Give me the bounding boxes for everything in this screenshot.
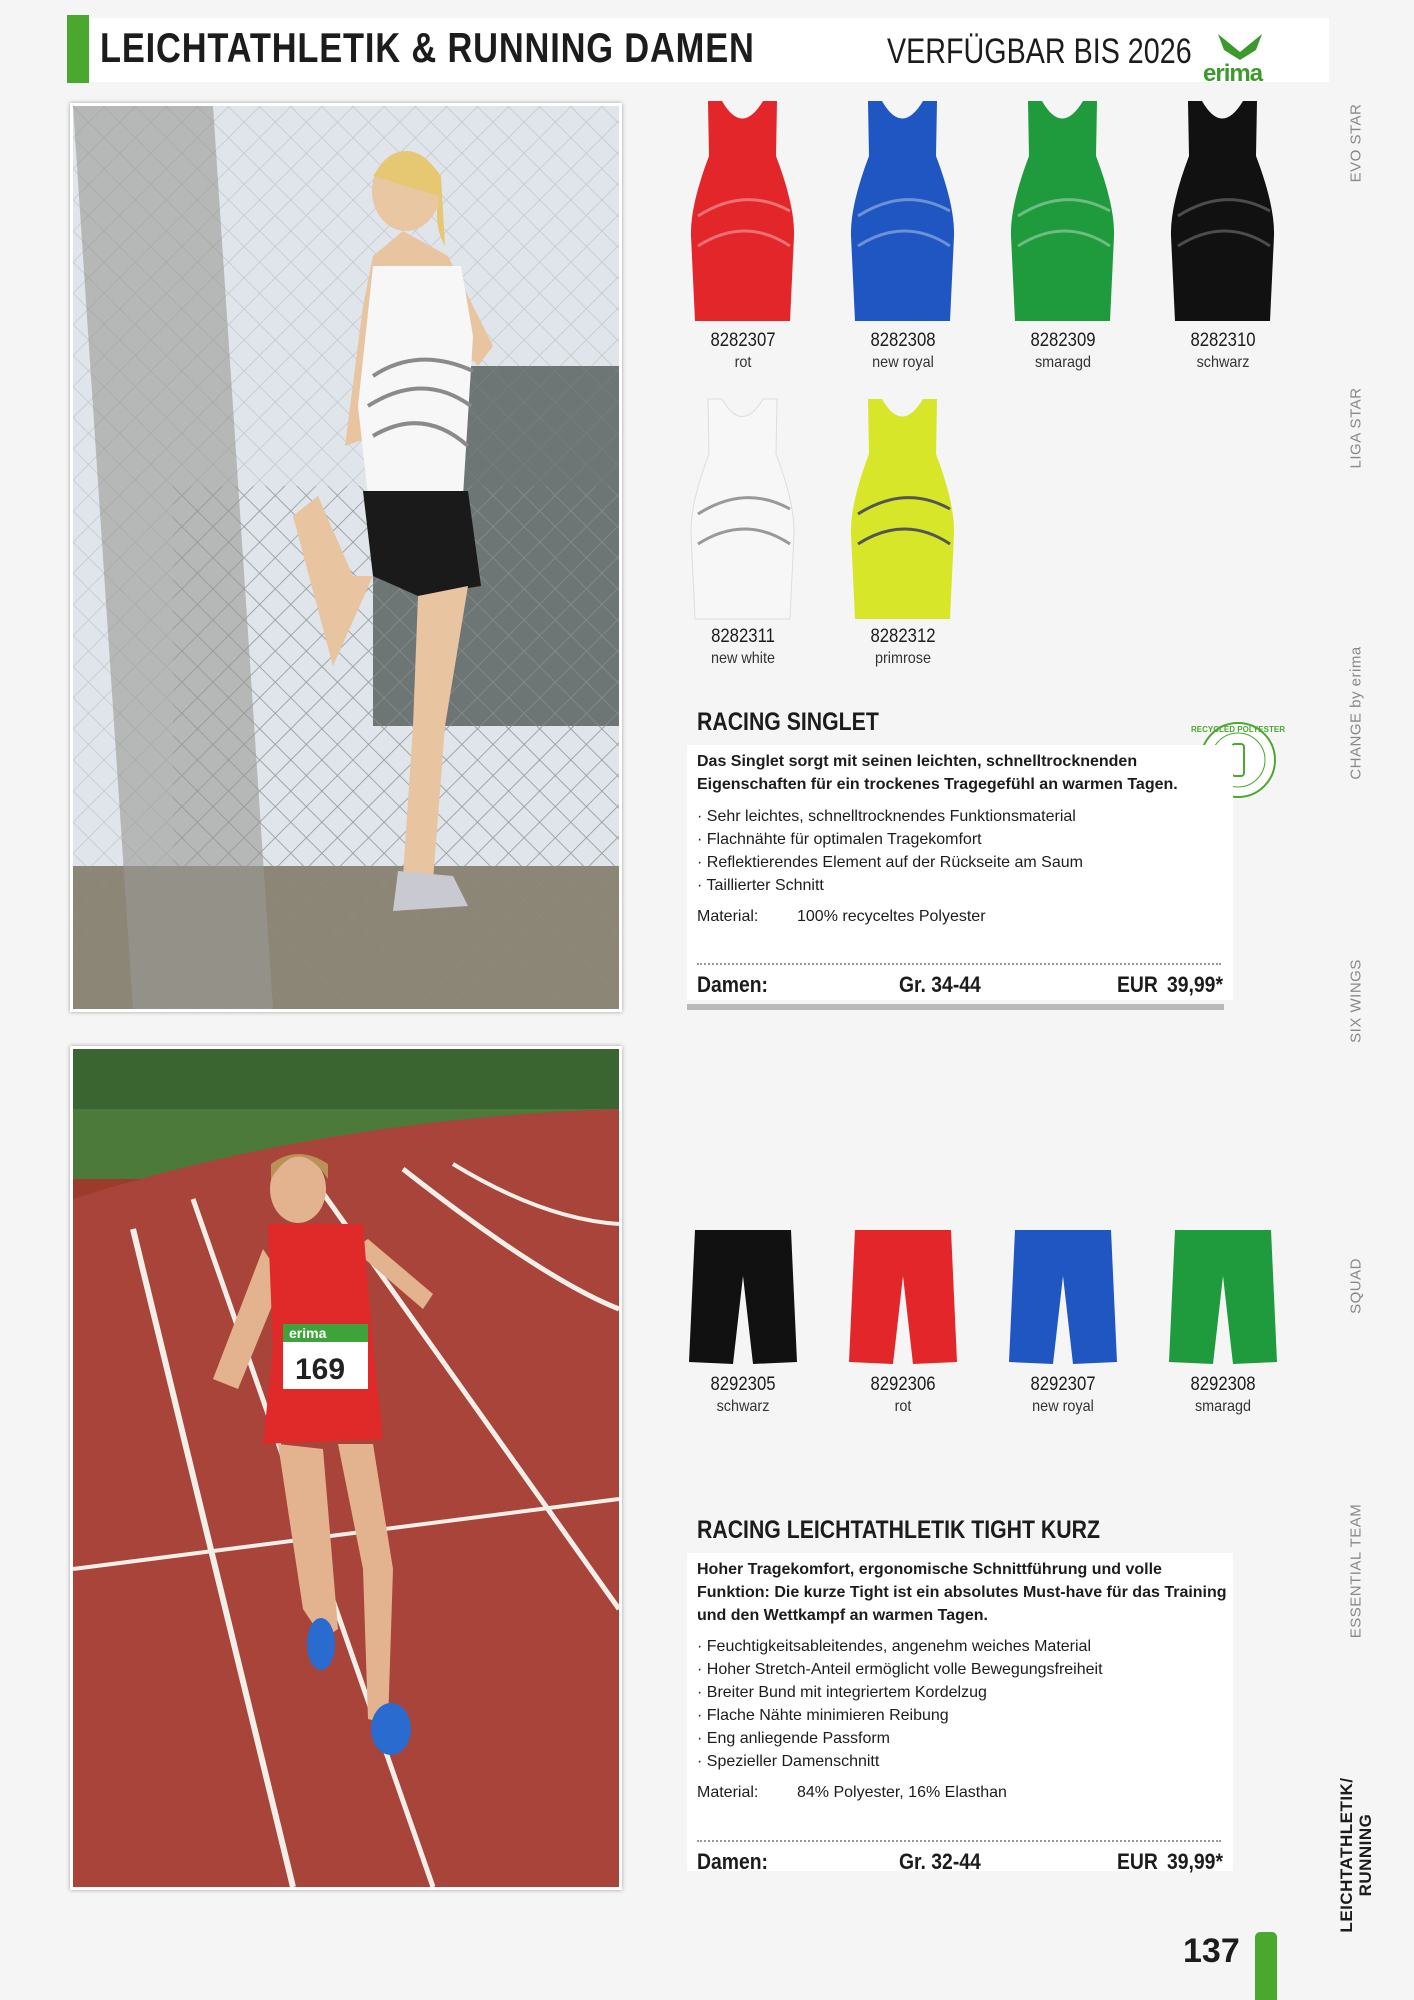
material-value: 100% recyceltes Polyester xyxy=(797,908,986,925)
feature-item: · Eng anliegende Passform xyxy=(697,1727,1103,1750)
product-title: RACING SINGLET xyxy=(697,708,879,736)
article-number: 8292305 xyxy=(710,1374,776,1395)
article-number: 8282311 xyxy=(711,626,775,647)
feature-item: · Flache Nähte minimieren Reibung xyxy=(697,1704,1103,1727)
side-nav-label-line2: RUNNING xyxy=(1356,1813,1375,1897)
singlet-product-image xyxy=(690,96,795,326)
article-number: 8282307 xyxy=(710,330,776,351)
color-name: schwarz xyxy=(1196,354,1250,371)
material-label: Material: xyxy=(697,1784,759,1801)
side-nav-squad[interactable]: SQUAD xyxy=(1347,1258,1365,1314)
brand-logo-text: erima xyxy=(1203,60,1263,87)
tight-product-image xyxy=(687,1226,799,1368)
color-name: smaragd xyxy=(1034,354,1092,371)
singlet-product-image xyxy=(690,394,795,624)
article-number: 8292306 xyxy=(870,1374,936,1395)
feature-item: · Taillierter Schnitt xyxy=(697,874,1083,897)
singlet-product-image xyxy=(850,96,955,326)
price-row xyxy=(697,972,1223,1004)
side-nav-six-wings[interactable]: SIX WINGS xyxy=(1347,959,1365,1043)
color-name: new royal xyxy=(1032,1398,1094,1415)
feature-item: · Reflektierendes Element auf der Rückseite am Saum xyxy=(697,851,1083,874)
price: 39,99* xyxy=(1167,1849,1223,1874)
page-number: 137 xyxy=(1183,1932,1240,1970)
photo-singlet-athlete xyxy=(70,103,622,1012)
color-name: schwarz xyxy=(716,1398,770,1415)
material-value: 84% Polyester, 16% Elasthan xyxy=(797,1784,1007,1801)
bib-brand: erima xyxy=(289,1325,327,1341)
page-number-accent xyxy=(1255,1932,1277,2000)
product-title: RACING LEICHTATHLETIK TIGHT KURZ xyxy=(697,1516,1100,1544)
page-title: LEICHTATHLETIK & RUNNING DAMEN xyxy=(100,24,755,71)
divider xyxy=(697,963,1221,965)
photo-tight-athlete xyxy=(70,1046,622,1890)
singlet-product-image xyxy=(850,394,955,624)
track-athlete-illustration xyxy=(73,1049,619,1887)
article-number: 8282310 xyxy=(1190,330,1256,351)
side-nav-label-line1: LEICHTATHLETIK/ xyxy=(1337,1777,1356,1933)
feature-item: · Spezieller Damenschnitt xyxy=(697,1750,1103,1773)
color-name: new royal xyxy=(872,354,934,371)
currency: EUR xyxy=(1117,972,1158,997)
currency: EUR xyxy=(1117,1849,1158,1874)
material-label: Material: xyxy=(697,908,759,925)
color-name: smaragd xyxy=(1194,1398,1252,1415)
price-underline xyxy=(687,1004,1224,1010)
color-name: rot xyxy=(894,1398,912,1415)
feature-list xyxy=(697,805,1083,897)
article-number: 8282308 xyxy=(870,330,936,351)
side-nav-leichtathletik-running[interactable] xyxy=(1337,1777,1375,1932)
feature-item: · Breiter Bund mit integriertem Kordelzug xyxy=(697,1681,1103,1704)
tight-product-image xyxy=(847,1226,959,1368)
product-description: Das Singlet sorgt mit seinen leichten, schnelltrocknenden Eigenschaften für ein trockenes Tragegefühl an warmen Tagen. xyxy=(697,753,1178,793)
singlet-product-image xyxy=(1170,96,1275,326)
badge-text: RECYCLED POLYESTER xyxy=(1191,725,1285,734)
side-nav-evo-star[interactable]: EVO STAR xyxy=(1347,103,1365,183)
tight-product-image xyxy=(1007,1226,1119,1368)
size-range: Gr. 32-44 xyxy=(899,1849,981,1874)
divider xyxy=(697,1840,1221,1842)
singlet-athlete-illustration xyxy=(73,106,619,1009)
header-accent-bar xyxy=(67,15,89,83)
side-nav-essential-team[interactable]: ESSENTIAL TEAM xyxy=(1347,1503,1365,1639)
product-description: Hoher Tragekomfort, ergonomische Schnittführung und volle Funktion: Die kurze Tight ist ein absolutes Must-have für das Training und den Wettkampf an warmen Tagen. xyxy=(697,1561,1227,1624)
tight-product-image xyxy=(1167,1226,1279,1368)
side-nav-liga-star[interactable]: LIGA STAR xyxy=(1347,387,1365,469)
size-range: Gr. 34-44 xyxy=(899,972,981,997)
singlet-product-image xyxy=(1010,96,1115,326)
color-name: primrose xyxy=(874,650,931,667)
color-name: rot xyxy=(734,354,752,371)
feature-list xyxy=(697,1635,1103,1773)
price-row xyxy=(697,1849,1223,1881)
article-number: 8292308 xyxy=(1190,1374,1256,1395)
side-nav-change[interactable]: CHANGE by erima xyxy=(1347,646,1365,780)
color-name: new white xyxy=(710,650,776,667)
feature-item: · Sehr leichtes, schnelltrocknendes Funktionsmaterial xyxy=(697,805,1083,828)
bib-number: 169 xyxy=(295,1353,346,1386)
feature-item: · Feuchtigkeitsableitendes, angenehm weiches Material xyxy=(697,1635,1103,1658)
article-number: 8282309 xyxy=(1030,330,1096,351)
feature-item: · Flachnähte für optimalen Tragekomfort xyxy=(697,828,1083,851)
article-number: 8282312 xyxy=(870,626,936,647)
price-target-group: Damen: xyxy=(697,972,769,997)
price: 39,99* xyxy=(1167,972,1223,997)
article-number: 8292307 xyxy=(1030,1374,1096,1395)
feature-item: · Hoher Stretch-Anteil ermöglicht volle Bewegungsfreiheit xyxy=(697,1658,1103,1681)
price-target-group: Damen: xyxy=(697,1849,769,1874)
availability-note: VERFÜGBAR BIS 2026 xyxy=(887,32,1192,71)
